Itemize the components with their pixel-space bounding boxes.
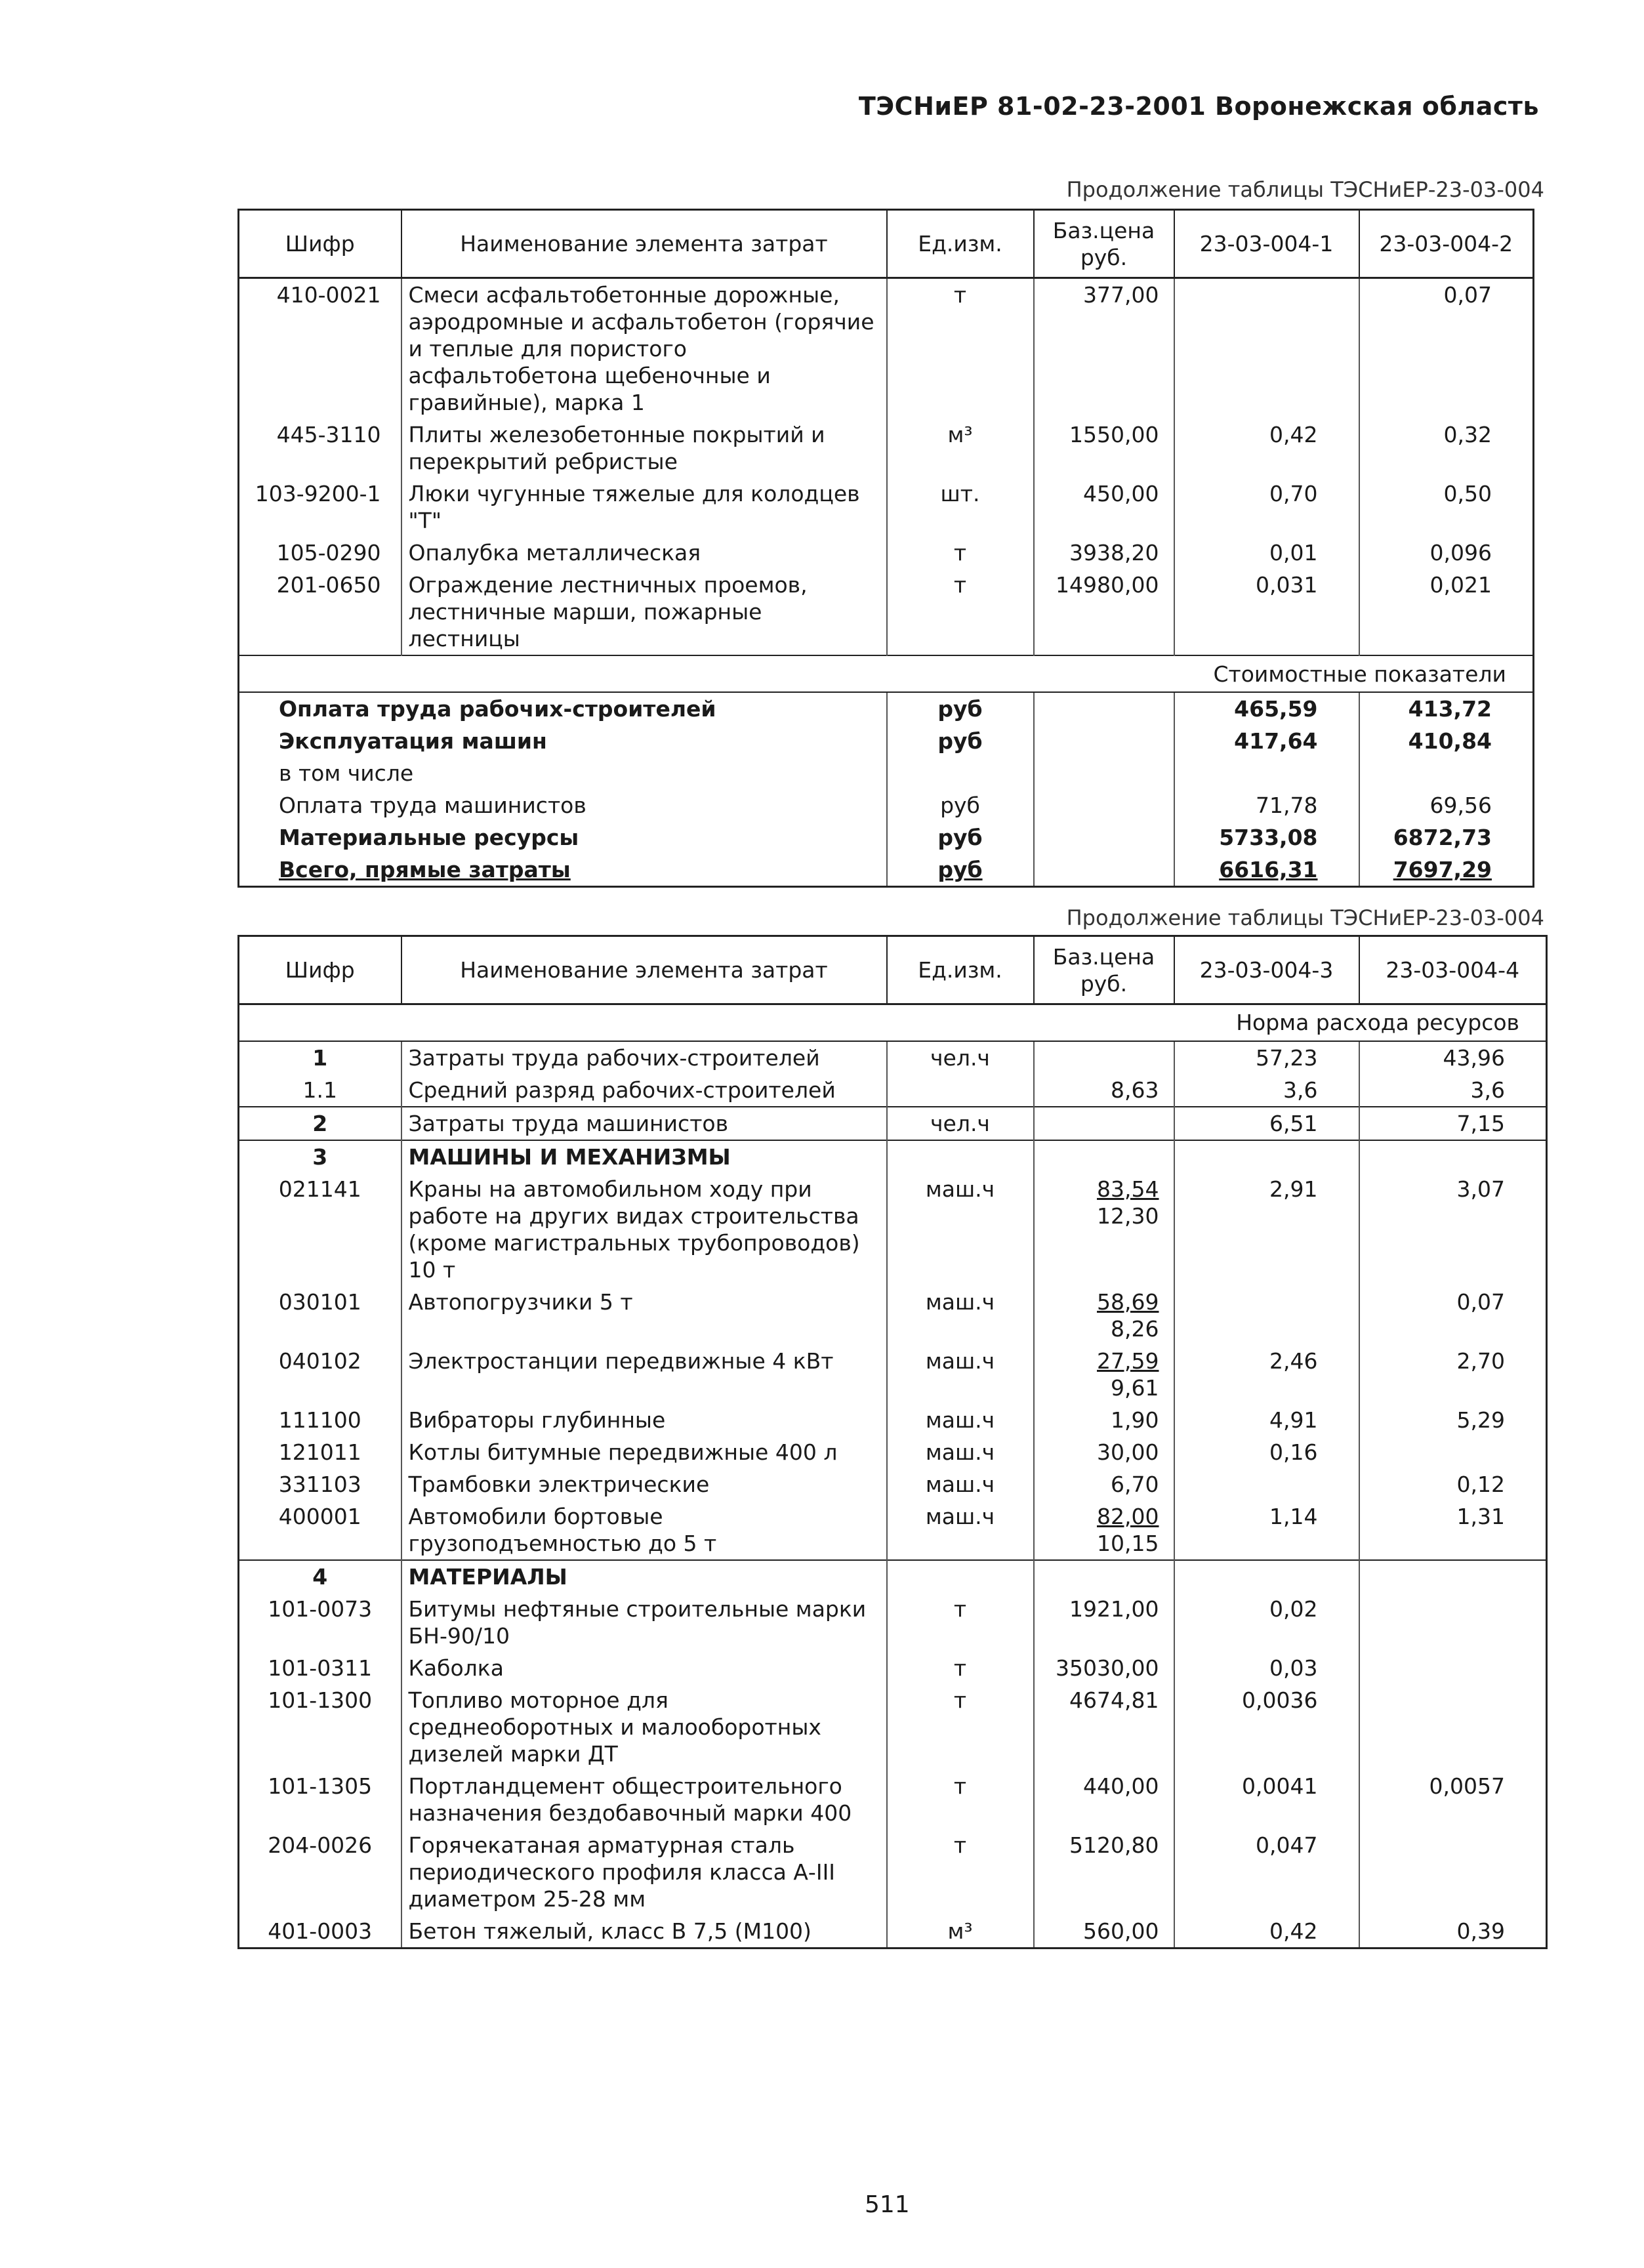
price-cell: 450,00 bbox=[1034, 478, 1174, 537]
value-cell: 1,14 bbox=[1174, 1500, 1359, 1560]
code-cell: 331103 bbox=[239, 1468, 401, 1500]
value-cell: 0,0036 bbox=[1174, 1684, 1359, 1770]
table-row bbox=[239, 1468, 1547, 1500]
value-cell: 0,07 bbox=[1443, 282, 1492, 308]
price-cell: 1550,00 bbox=[1034, 419, 1174, 478]
column-header: Баз.цена руб. bbox=[1034, 210, 1174, 278]
unit-cell: руб bbox=[887, 789, 1034, 821]
name-cell: Опалубка металлическая bbox=[401, 537, 887, 569]
unit-cell: чел.ч bbox=[887, 1107, 1034, 1140]
name-cell: Затраты труда машинистов bbox=[401, 1107, 887, 1140]
price-cell: 6,70 bbox=[1034, 1468, 1174, 1500]
summary-row bbox=[239, 789, 1534, 821]
section-title: Стоимостные показатели bbox=[239, 655, 1534, 692]
value-cell: 2,70 bbox=[1456, 1348, 1505, 1374]
name-cell: Автопогрузчики 5 т bbox=[401, 1286, 887, 1345]
value-cell: 0,16 bbox=[1174, 1436, 1359, 1468]
unit-cell: м³ bbox=[887, 1915, 1034, 1948]
code-cell: 121011 bbox=[239, 1436, 401, 1468]
value-cell: 3,07 bbox=[1456, 1176, 1505, 1202]
value-cell: 0,096 bbox=[1429, 540, 1492, 566]
code-cell: 040102 bbox=[239, 1345, 401, 1404]
price-value: 82,00 bbox=[1097, 1503, 1159, 1529]
price-cell: 3938,20 bbox=[1034, 537, 1174, 569]
table-row bbox=[239, 1074, 1547, 1107]
section-row bbox=[239, 655, 1534, 692]
name-cell: Трамбовки электрические bbox=[401, 1468, 887, 1500]
operator-wage-value: 9,61 bbox=[1111, 1374, 1159, 1401]
value-cell: 0,42 bbox=[1174, 419, 1359, 478]
table-row bbox=[239, 1684, 1547, 1770]
value-cell: 0,047 bbox=[1174, 1829, 1359, 1915]
unit-cell: т bbox=[887, 1593, 1034, 1652]
value-cell: 5733,08 bbox=[1174, 821, 1359, 854]
value-cell: 410,84 bbox=[1408, 728, 1492, 754]
value-cell: 2,46 bbox=[1174, 1345, 1359, 1404]
code-cell: 204-0026 bbox=[239, 1829, 401, 1915]
column-header: Наименование элемента затрат bbox=[401, 936, 887, 1004]
summary-label: Оплата труда рабочих-строителей bbox=[239, 692, 887, 725]
value-cell bbox=[1174, 1286, 1359, 1345]
group-heading: МАТЕРИАЛЫ bbox=[401, 1560, 887, 1593]
name-cell: Вибраторы глубинные bbox=[401, 1404, 887, 1436]
summary-label: в том числе bbox=[239, 757, 887, 789]
unit-cell: чел.ч bbox=[887, 1041, 1034, 1074]
summary-label: Эксплуатация машин bbox=[239, 725, 887, 757]
value-cell: 3,6 bbox=[1174, 1074, 1359, 1107]
code-cell: 101-0073 bbox=[239, 1593, 401, 1652]
table-row bbox=[239, 1829, 1547, 1915]
value-cell: 71,78 bbox=[1174, 789, 1359, 821]
value-cell: 7697,29 bbox=[1359, 854, 1534, 887]
column-header: Ед.изм. bbox=[887, 210, 1034, 278]
unit-cell: т bbox=[887, 1684, 1034, 1770]
code-cell: 410-0021 bbox=[239, 278, 401, 419]
value-cell bbox=[1174, 278, 1359, 419]
value-cell: 1,31 bbox=[1456, 1503, 1505, 1529]
price-cell: 1921,00 bbox=[1034, 1593, 1174, 1652]
unit-cell: маш.ч bbox=[887, 1436, 1034, 1468]
name-cell: Бетон тяжелый, класс В 7,5 (М100) bbox=[401, 1915, 887, 1948]
price-cell: 440,00 bbox=[1034, 1770, 1174, 1829]
value-cell: 417,64 bbox=[1174, 725, 1359, 757]
value-cell bbox=[1359, 1436, 1547, 1468]
value-cell bbox=[1174, 1468, 1359, 1500]
summary-row bbox=[239, 854, 1534, 887]
value-cell: 0,02 bbox=[1174, 1593, 1359, 1652]
price-cell bbox=[1034, 1041, 1174, 1074]
table-row bbox=[239, 278, 1534, 419]
unit-cell: руб bbox=[887, 854, 1034, 887]
table-row bbox=[239, 1436, 1547, 1468]
table-continuation-label: Продолжение таблицы ТЭСНиЕР-23-03-004 bbox=[1066, 177, 1544, 202]
column-header: Шифр bbox=[239, 936, 401, 1004]
name-cell: Электростанции передвижные 4 кВт bbox=[401, 1345, 887, 1404]
column-header: Шифр bbox=[239, 210, 401, 278]
unit-cell: т bbox=[887, 1770, 1034, 1829]
summary-label: Материальные ресурсы bbox=[239, 821, 887, 854]
value-cell: 4,91 bbox=[1174, 1404, 1359, 1436]
unit-cell bbox=[887, 1074, 1034, 1107]
price-cell bbox=[1034, 1107, 1174, 1140]
value-cell: 5,29 bbox=[1456, 1407, 1505, 1433]
table-row bbox=[239, 1915, 1547, 1948]
table-row bbox=[239, 1286, 1547, 1345]
code-cell: 4 bbox=[239, 1560, 401, 1593]
section-row bbox=[239, 1004, 1547, 1041]
unit-cell: руб bbox=[887, 821, 1034, 854]
name-cell: Котлы битумные передвижные 400 л bbox=[401, 1436, 887, 1468]
value-cell: 2,91 bbox=[1174, 1173, 1359, 1286]
value-cell: 0,0041 bbox=[1174, 1770, 1359, 1829]
operator-wage-value: 12,30 bbox=[1097, 1203, 1159, 1229]
price-cell: 8,63 bbox=[1034, 1074, 1174, 1107]
code-cell: 101-1300 bbox=[239, 1684, 401, 1770]
name-cell: Люки чугунные тяжелые для колодцев "Т" bbox=[401, 478, 887, 537]
value-cell: 0,07 bbox=[1456, 1289, 1505, 1315]
value-cell: 0,021 bbox=[1429, 572, 1492, 598]
unit-cell: т bbox=[887, 278, 1034, 419]
value-cell bbox=[1359, 1684, 1547, 1770]
value-cell: 0,70 bbox=[1174, 478, 1359, 537]
table-row bbox=[239, 1041, 1547, 1074]
value-cell: 57,23 bbox=[1174, 1041, 1359, 1074]
value-cell: 0,03 bbox=[1174, 1652, 1359, 1684]
code-cell: 030101 bbox=[239, 1286, 401, 1345]
column-header: 23-03-004-4 bbox=[1359, 936, 1547, 1004]
price-cell: 4674,81 bbox=[1034, 1684, 1174, 1770]
value-cell: 6,51 bbox=[1174, 1107, 1359, 1140]
table-header-row bbox=[239, 936, 1547, 1004]
column-header: 23-03-004-2 bbox=[1359, 210, 1534, 278]
summary-label: Всего, прямые затраты bbox=[239, 854, 887, 887]
column-header: Наименование элемента затрат bbox=[401, 210, 887, 278]
table-row bbox=[239, 478, 1534, 537]
unit-cell: т bbox=[887, 1652, 1034, 1684]
unit-cell: м³ bbox=[887, 419, 1034, 478]
value-cell: 0,32 bbox=[1443, 422, 1492, 447]
code-cell: 401-0003 bbox=[239, 1915, 401, 1948]
unit-cell: маш.ч bbox=[887, 1345, 1034, 1404]
code-cell: 103-9200-1 bbox=[239, 478, 401, 537]
value-cell: 0,01 bbox=[1174, 537, 1359, 569]
name-cell: Затраты труда рабочих-строителей bbox=[401, 1041, 887, 1074]
price-cell: 5120,80 bbox=[1034, 1829, 1174, 1915]
value-cell: 0,031 bbox=[1174, 569, 1359, 655]
table-row bbox=[239, 1404, 1547, 1436]
table-row bbox=[239, 1500, 1547, 1560]
value-cell: 0,50 bbox=[1443, 481, 1492, 506]
unit-cell: шт. bbox=[887, 478, 1034, 537]
code-cell: 201-0650 bbox=[239, 569, 401, 655]
operator-wage-value: 10,15 bbox=[1097, 1530, 1159, 1556]
table-row bbox=[239, 1770, 1547, 1829]
name-cell: Автомобили бортовые грузоподъемностью до 5 т bbox=[401, 1500, 887, 1560]
name-cell: Ограждение лестничных проемов, лестничные марши, пожарные лестницы bbox=[401, 569, 887, 655]
operator-wage-value: 8,26 bbox=[1111, 1315, 1159, 1342]
value-cell: 69,56 bbox=[1429, 793, 1492, 818]
summary-label: Оплата труда машинистов bbox=[239, 789, 887, 821]
name-cell: Битумы нефтяные строительные марки БН-90/10 bbox=[401, 1593, 887, 1652]
code-cell: 111100 bbox=[239, 1404, 401, 1436]
table-header-row bbox=[239, 210, 1534, 278]
name-cell: Краны на автомобильном ходу при работе на других видах строительства (кроме магистральных трубопроводов) 10 т bbox=[401, 1173, 887, 1286]
value-cell: 43,96 bbox=[1443, 1044, 1505, 1071]
table-row bbox=[239, 1652, 1547, 1684]
value-cell: 3,6 bbox=[1470, 1077, 1505, 1103]
unit-cell: маш.ч bbox=[887, 1173, 1034, 1286]
resource-table-2 bbox=[237, 935, 1548, 1949]
price-cell: 30,00 bbox=[1034, 1436, 1174, 1468]
summary-row bbox=[239, 757, 1534, 789]
code-cell: 105-0290 bbox=[239, 537, 401, 569]
table-row bbox=[239, 537, 1534, 569]
unit-cell: т bbox=[887, 537, 1034, 569]
value-cell: 6616,31 bbox=[1174, 854, 1359, 887]
name-cell: Топливо моторное для среднеоборотных и малооборотных дизелей марки ДТ bbox=[401, 1684, 887, 1770]
table-row bbox=[239, 1107, 1547, 1140]
group-heading-row bbox=[239, 1560, 1547, 1593]
name-cell: Каболка bbox=[401, 1652, 887, 1684]
unit-cell: маш.ч bbox=[887, 1286, 1034, 1345]
unit-cell: руб bbox=[887, 725, 1034, 757]
price-value: 83,54 bbox=[1097, 1176, 1159, 1202]
price-cell: 35030,00 bbox=[1034, 1652, 1174, 1684]
code-cell: 2 bbox=[239, 1107, 401, 1140]
value-cell: 0,39 bbox=[1359, 1915, 1547, 1948]
value-cell: 0,0057 bbox=[1429, 1773, 1505, 1799]
unit-cell: руб bbox=[887, 692, 1034, 725]
value-cell bbox=[1359, 1652, 1547, 1684]
code-cell: 1 bbox=[239, 1041, 401, 1074]
name-cell: Смеси асфальтобетонные дорожные, аэродромные и асфальтобетон (горячие и теплые для пористого асфальтобетона щебеночные и гравийные), марка 1 bbox=[401, 278, 887, 419]
name-cell: Портландцемент общестроительного назначения бездобавочный марки 400 bbox=[401, 1770, 887, 1829]
table-continuation-label: Продолжение таблицы ТЭСНиЕР-23-03-004 bbox=[1066, 905, 1544, 930]
section-title: Норма расхода ресурсов bbox=[239, 1004, 1547, 1041]
table-row bbox=[239, 419, 1534, 478]
name-cell: Плиты железобетонные покрытий и перекрытий ребристые bbox=[401, 419, 887, 478]
unit-cell: т bbox=[887, 569, 1034, 655]
summary-row bbox=[239, 725, 1534, 757]
table-row bbox=[239, 1173, 1547, 1286]
value-cell: 413,72 bbox=[1408, 696, 1492, 722]
code-cell: 1.1 bbox=[239, 1074, 401, 1107]
column-header: 23-03-004-1 bbox=[1174, 210, 1359, 278]
value-cell: 6872,73 bbox=[1393, 825, 1492, 850]
summary-row bbox=[239, 821, 1534, 854]
group-heading: МАШИНЫ И МЕХАНИЗМЫ bbox=[401, 1140, 887, 1173]
table-row bbox=[239, 1345, 1547, 1404]
price-cell: 560,00 bbox=[1034, 1915, 1174, 1948]
price-cell: 14980,00 bbox=[1034, 569, 1174, 655]
value-cell: 465,59 bbox=[1174, 692, 1359, 725]
value-cell bbox=[1359, 1829, 1547, 1915]
code-cell: 445-3110 bbox=[239, 419, 401, 478]
code-cell: 400001 bbox=[239, 1500, 401, 1560]
column-header: 23-03-004-3 bbox=[1174, 936, 1359, 1004]
column-header: Ед.изм. bbox=[887, 936, 1034, 1004]
unit-cell: маш.ч bbox=[887, 1404, 1034, 1436]
column-header: Баз.цена руб. bbox=[1034, 936, 1174, 1004]
resource-table-1 bbox=[237, 209, 1534, 888]
group-heading-row bbox=[239, 1140, 1547, 1173]
code-cell: 3 bbox=[239, 1140, 401, 1173]
unit-cell: т bbox=[887, 1829, 1034, 1915]
table-row bbox=[239, 1593, 1547, 1652]
summary-row bbox=[239, 692, 1534, 725]
value-cell: 0,42 bbox=[1174, 1915, 1359, 1948]
price-value: 27,59 bbox=[1097, 1348, 1159, 1374]
unit-cell: маш.ч bbox=[887, 1500, 1034, 1560]
price-value: 58,69 bbox=[1097, 1289, 1159, 1315]
price-cell: 377,00 bbox=[1034, 278, 1174, 419]
value-cell: 0,12 bbox=[1456, 1471, 1505, 1497]
name-cell: Средний разряд рабочих-строителей bbox=[401, 1074, 887, 1107]
name-cell: Горячекатаная арматурная сталь периодического профиля класса А-III диаметром 25-28 мм bbox=[401, 1829, 887, 1915]
value-cell: 7,15 bbox=[1359, 1107, 1547, 1140]
value-cell bbox=[1359, 1593, 1547, 1652]
table-row bbox=[239, 569, 1534, 655]
code-cell: 101-1305 bbox=[239, 1770, 401, 1829]
page-number: 511 bbox=[865, 2191, 910, 2218]
unit-cell: маш.ч bbox=[887, 1468, 1034, 1500]
price-cell: 1,90 bbox=[1034, 1404, 1174, 1436]
code-cell: 101-0311 bbox=[239, 1652, 401, 1684]
code-cell: 021141 bbox=[239, 1173, 401, 1286]
document-title: ТЭСНиЕР 81-02-23-2001 Воронежская область bbox=[858, 92, 1539, 121]
